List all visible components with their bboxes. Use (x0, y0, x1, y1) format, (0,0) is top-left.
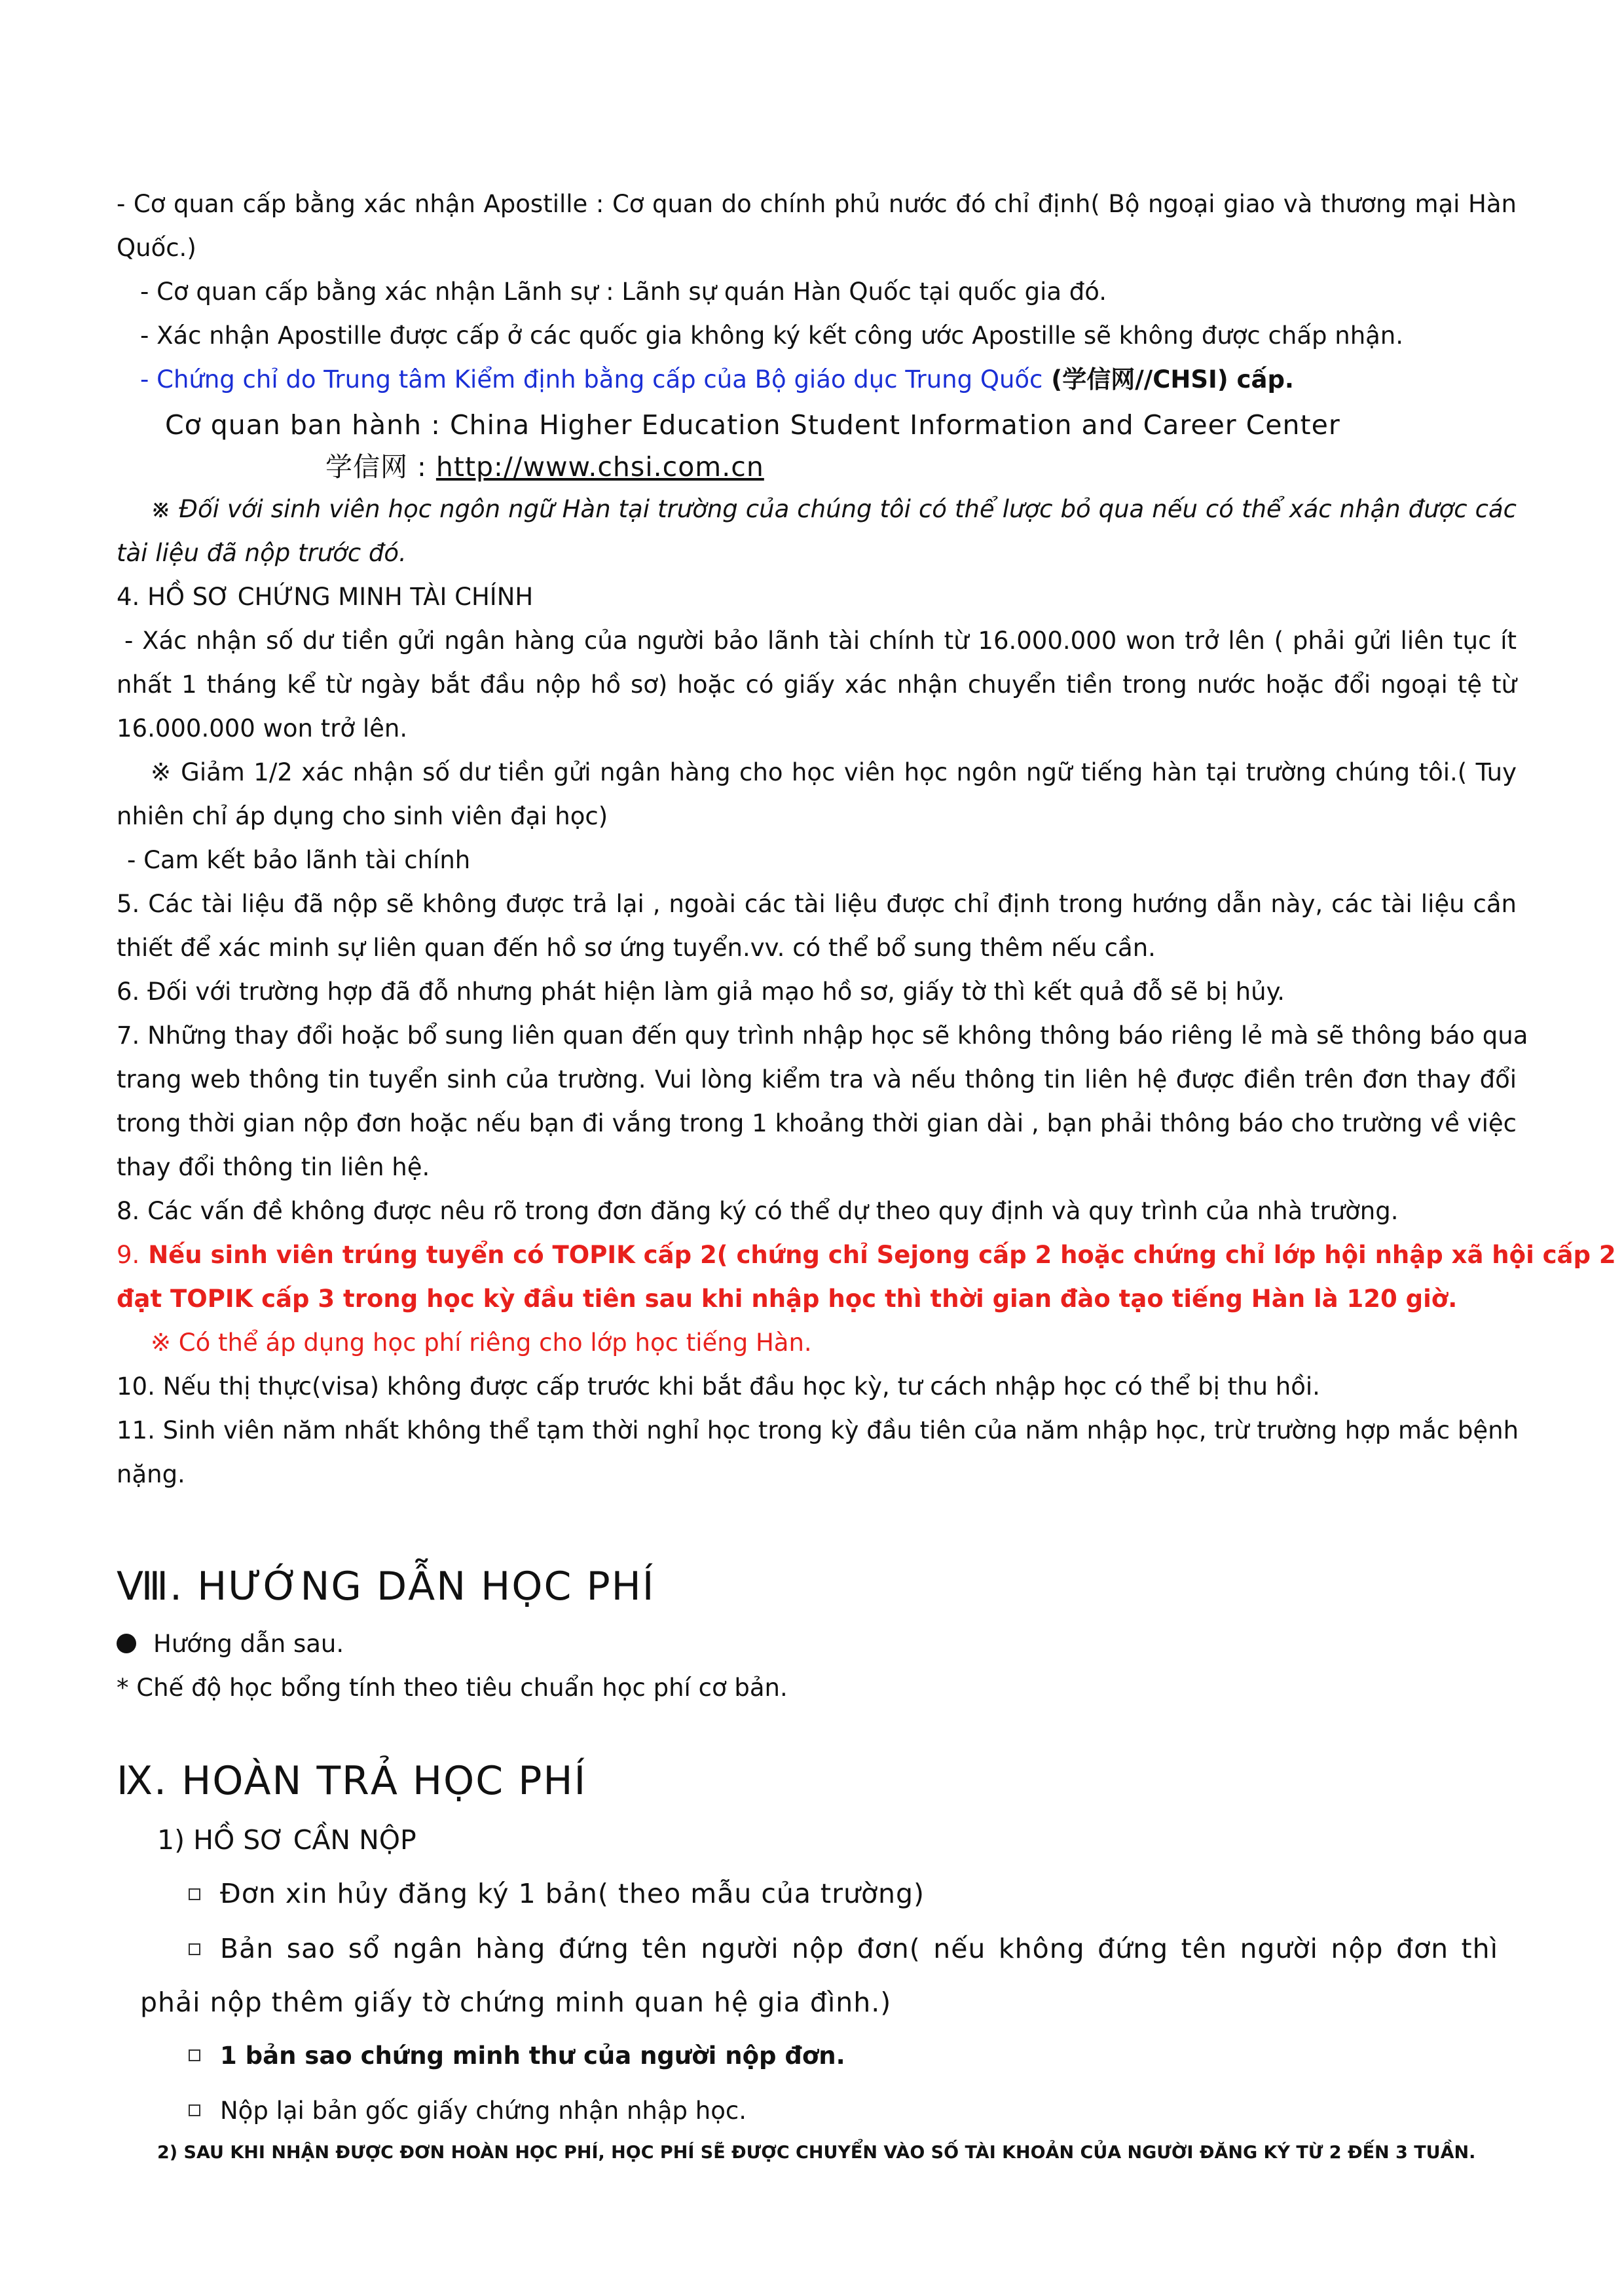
chsi-site-line (325, 450, 1624, 483)
bullet-dot-icon (117, 1634, 136, 1653)
refund-sub-2: 2) SAU KHI NHẬN ĐƯỢC ĐƠN HOÀN HỌC PHÍ, HỌC PHÍ SẼ ĐƯỢC CHUYỂN VÀO SỐ TÀI KHOẢN CỦA NGƯỜI ĐĂNG KÝ TỪ 2 ĐẾN 3 TUẦN. (157, 2142, 1476, 2163)
item-9-note: ※ Có thể áp dụng học phí riêng cho lớp học tiếng Hàn. (151, 1329, 812, 1357)
consular-line: - Cơ quan cấp bằng xác nhận Lãnh sự : Lãnh sự quán Hàn Quốc tại quốc gia đó. (140, 278, 1107, 306)
item-6: 6. Đối với trường hợp đã đỗ nhưng phát hiện làm giả mạo hồ sơ, giấy tờ thì kết quả đỗ sẽ bị hủy. (117, 978, 1285, 1006)
item-10: 10. Nếu thị thực(visa) không được cấp trước khi bắt đầu học kỳ, tư cách nhập học có thể bị thu hồi. (117, 1372, 1320, 1401)
non-member-line: - Xác nhận Apostille được cấp ở các quốc gia không ký kết công ước Apostille sẽ không được chấp nhận. (140, 321, 1404, 350)
refund-doc-3 (189, 2039, 1589, 2073)
item-11-line-2: nặng. (117, 1460, 185, 1488)
finance-line-6: - Cam kết bảo lãnh tài chính (127, 846, 471, 874)
chsi-line (140, 363, 1540, 396)
refund-sub-1: 1) HỒ SƠ CẦN NỘP (157, 1824, 416, 1856)
item-11-line-1: 11. Sinh viên năm nhất không thể tạm thời nghỉ học trong kỳ đầu tiên của năm nhập học, trừ trường hợp mắc bệnh (117, 1416, 1519, 1444)
item-5-line-1: 5. Các tài liệu đã nộp sẽ không được trả lại , ngoài các tài liệu được chỉ định trong hướng dẫn này, các tài liệu cần (117, 890, 1517, 918)
item-7-line-4: thay đổi thông tin liên hệ. (117, 1153, 430, 1181)
refund-doc-4 (189, 2094, 1589, 2128)
refund-doc-4-text: Nộp lại bản gốc giấy chứng nhận nhập học. (220, 2097, 747, 2125)
tuition-bullet-line (117, 1628, 1517, 1661)
refund-doc-2-line-1 (189, 1930, 1498, 1967)
tuition-heading: Ⅷ. HƯỚNG DẪN HỌC PHÍ (117, 1564, 655, 1609)
refund-doc-2-line-2: phải nộp thêm giấy tờ chứng minh quan hệ gia đình.) (140, 1987, 892, 2018)
note-line-1: ※ Đối với sinh viên học ngôn ngữ Hàn tại trường của chúng tôi có thể lược bỏ qua nếu có thể xác nhận được các (151, 495, 1517, 523)
apostille-issuer-line-1: - Cơ quan cấp bằng xác nhận Apostille : Cơ quan do chính phủ nước đó chỉ định( Bộ ngoại giao và thương mại Hàn (117, 190, 1517, 218)
item-7-line-2: trang web thông tin tuyển sinh của trường. Vui lòng kiểm tra và nếu thông tin liên hệ được điền trên đơn thay đổi (117, 1065, 1517, 1093)
refund-doc-1-text: Đơn xin hủy đăng ký 1 bản( theo mẫu của trường) (220, 1878, 925, 1909)
refund-doc-1 (189, 1875, 1517, 1912)
finance-heading: 4. HỒ SƠ CHỨNG MINH TÀI CHÍNH (117, 583, 534, 611)
item-8: 8. Các vấn đề không được nêu rõ trong đơn đăng ký có thể dự theo quy định và quy trình của nhà trường. (117, 1197, 1399, 1225)
chsi-link[interactable]: http://www.chsi.com.cn (435, 451, 764, 483)
finance-line-4: ※ Giảm 1/2 xác nhận số dư tiền gửi ngân hàng cho học viên học ngôn ngữ tiếng hàn tại trường chúng tôi.( Tuy (151, 758, 1517, 786)
chsi-blue-text: - Chứng chỉ do Trung tâm Kiểm định bằng cấp của Bộ giáo dục Trung Quốc (140, 365, 1043, 394)
item-9-line-2: đạt TOPIK cấp 3 trong học kỳ đầu tiên sau khi nhập học thì thời gian đào tạo tiếng Hàn là 120 giờ. (117, 1285, 1458, 1313)
finance-line-5: nhiên chỉ áp dụng cho sinh viên đại học) (117, 802, 608, 830)
checkbox-square-icon (189, 1888, 200, 1900)
refund-doc-3-text: 1 bản sao chứng minh thư của người nộp đơn. (220, 2042, 845, 2070)
finance-line-1: - Xác nhận số dư tiền gửi ngân hàng của người bảo lãnh tài chính từ 16.000.000 won trở lên ( phải gửi liên tục ít (124, 627, 1517, 655)
item-7-line-3: trong thời gian nộp đơn hoặc nếu bạn đi vắng trong 1 khoảng thời gian dài , bạn phải thông báo cho trường về việc (117, 1109, 1517, 1137)
finance-line-2: nhất 1 tháng kể từ ngày bắt đầu nộp hồ sơ) hoặc có giấy xác nhận chuyển tiền trong nước hoặc đổi ngoại tệ từ (117, 670, 1517, 699)
item-7-line-1: 7. Những thay đổi hoặc bổ sung liên quan đến quy trình nhập học sẽ không thông báo riêng lẻ mà sẽ thông báo qua (117, 1021, 1528, 1050)
item-9-text-1: Nếu sinh viên trúng tuyển có TOPIK cấp 2( chứng chỉ Sejong cấp 2 hoặc chứng chỉ lớp hội nhập xã hội cấp 2 (139, 1241, 1616, 1269)
chsi-black-text: (学信网//CHSI) cấp. (1043, 365, 1294, 394)
checkbox-square-icon (189, 1943, 200, 1955)
issuer-label: Cơ quan ban hành : China Higher Education Student Information and Career Center (165, 409, 1340, 441)
tuition-note: * Chế độ học bổng tính theo tiêu chuẩn học phí cơ bản. (117, 1674, 788, 1702)
apostille-issuer-line-2: Quốc.) (117, 234, 196, 262)
item-5-line-2: thiết để xác minh sự liên quan đến hồ sơ ứng tuyển.vv. có thể bổ sung thêm nếu cần. (117, 934, 1156, 962)
tuition-bullet-text: Hướng dẫn sau. (153, 1630, 344, 1658)
checkbox-square-icon (189, 2049, 200, 2061)
note-line-2: tài liệu đã nộp trước đó. (117, 539, 407, 567)
refund-doc-2-text-1: Bản sao sổ ngân hàng đứng tên người nộp đơn( nếu không đứng tên người nộp đơn thì (220, 1933, 1498, 1964)
checkbox-square-icon (189, 2104, 200, 2116)
item-9-number: 9. (117, 1241, 140, 1269)
item-9-line-1 (117, 1239, 1616, 1272)
finance-line-3: 16.000.000 won trở lên. (117, 714, 408, 743)
refund-heading: Ⅸ. HOÀN TRẢ HỌC PHÍ (117, 1758, 587, 1804)
chsi-site-label: 学信网 : (325, 451, 436, 483)
